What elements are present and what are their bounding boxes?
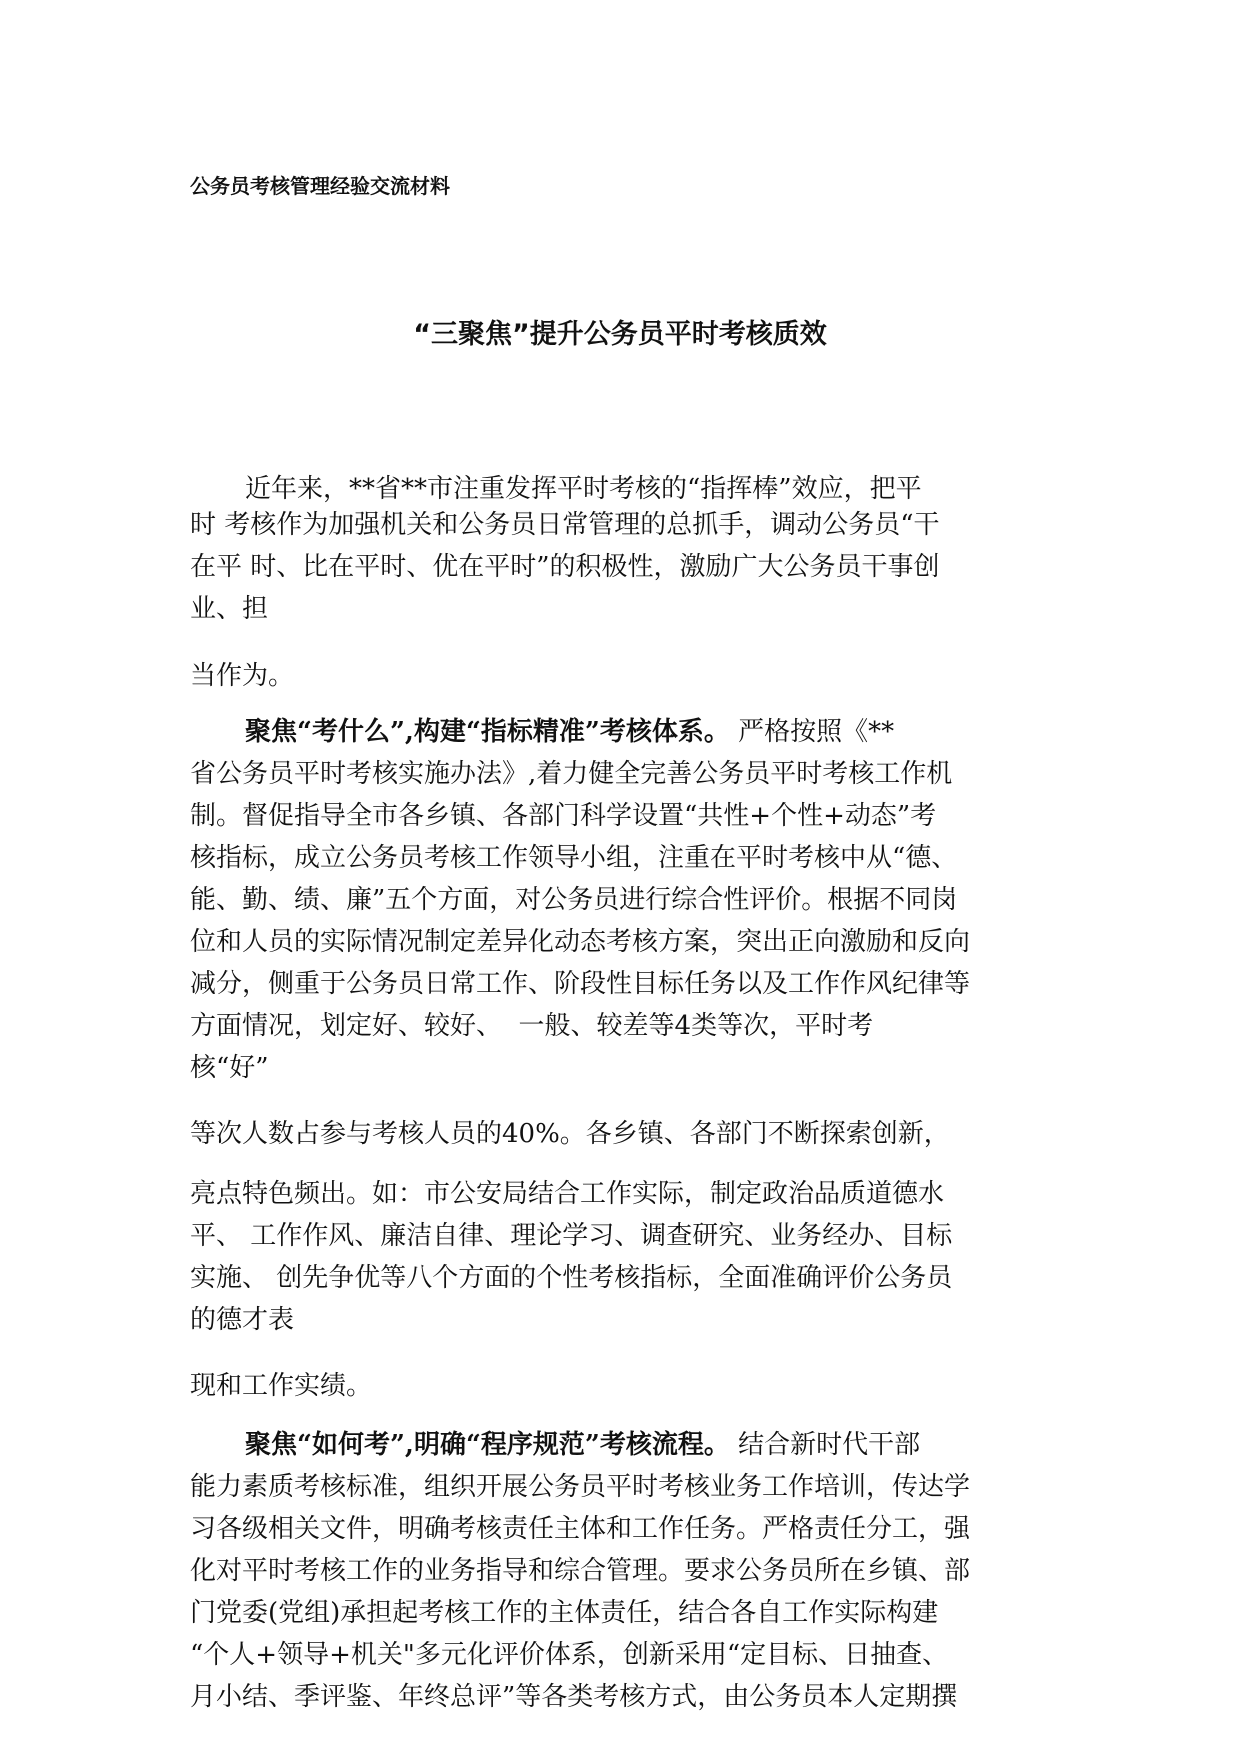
paragraph-line: 能、勤、绩、廉”五个方面，对公务员进行综合性评价。根据不同岗	[190, 885, 958, 915]
paragraph-line: 平、 工作作风、廉洁自律、理论学习、调查研究、业务经办、目标	[190, 1221, 953, 1251]
paragraph-line: 的德才表	[190, 1305, 295, 1335]
paragraph-line: 门党委(党组)承担起考核工作的主体责任，结合各自工作实际构建	[190, 1598, 939, 1628]
paragraph-line: 业、担	[190, 594, 269, 624]
paragraph-line: 制。督促指导全市各乡镇、各部门科学设置“共性+个性+动态”考	[190, 801, 937, 831]
paragraph-line: 等次人数占参与考核人员的40%。各乡镇、各部门不断探索创新，	[190, 1119, 950, 1149]
paragraph-line: 当作为。	[190, 661, 295, 691]
paragraph-line: 化对平时考核工作的业务指导和综合管理。要求公务员所在乡镇、部	[190, 1556, 971, 1586]
document-label: 公务员考核管理经验交流材料	[190, 174, 450, 198]
paragraph-line: 近年来，**省**市注重发挥平时考核的“指挥棒”效应，把平	[245, 474, 922, 504]
paragraph-line: 月小结、季评鉴、年终总评”等各类考核方式，由公务员本人定期撰	[190, 1682, 958, 1712]
paragraph-line: 聚焦“考什么”,构建“指标精准”考核体系。 严格按照《**	[245, 717, 895, 747]
paragraph-line: 位和人员的实际情况制定差异化动态考核方案，突出正向激励和反向	[190, 927, 971, 957]
paragraph-line: 实施、 创先争优等八个方面的个性考核指标，全面准确评价公务员	[190, 1263, 953, 1293]
paragraph-line: 省公务员平时考核实施办法》,着力健全完善公务员平时考核工作机	[190, 759, 953, 789]
paragraph-line: 核指标，成立公务员考核工作领导小组，注重在平时考核中从“德、	[190, 843, 958, 873]
paragraph-line: 亮点特色频出。如：市公安局结合工作实际，制定政治品质道德水	[190, 1179, 945, 1209]
paragraph-line: 在平 时、比在平时、优在平时”的积极性，激励广大公务员干事创	[190, 552, 940, 582]
paragraph-line: 时 考核作为加强机关和公务员日常管理的总抓手，调动公务员“干	[190, 510, 940, 540]
paragraph-line: 现和工作实绩。	[190, 1371, 373, 1401]
paragraph-line: 聚焦“如何考”,明确“程序规范”考核流程。 结合新时代干部	[245, 1430, 921, 1460]
paragraph-line: 方面情况，划定好、较好、 一般、较差等4类等次，平时考	[190, 1011, 874, 1041]
paragraph-line: 习各级相关文件，明确考核责任主体和工作任务。严格责任分工，强	[190, 1514, 971, 1544]
document-title: “三聚焦”提升公务员平时考核质效	[413, 319, 827, 350]
paragraph-line: 核“好”	[190, 1053, 269, 1083]
paragraph-line: 减分，侧重于公务员日常工作、阶段性目标任务以及工作作风纪律等	[190, 969, 971, 999]
paragraph-line: 能力素质考核标准，组织开展公务员平时考核业务工作培训，传达学	[190, 1472, 971, 1502]
paragraph-line: “个人+领导+机关"多元化评价体系，创新采用“定目标、日抽查、	[190, 1640, 949, 1670]
